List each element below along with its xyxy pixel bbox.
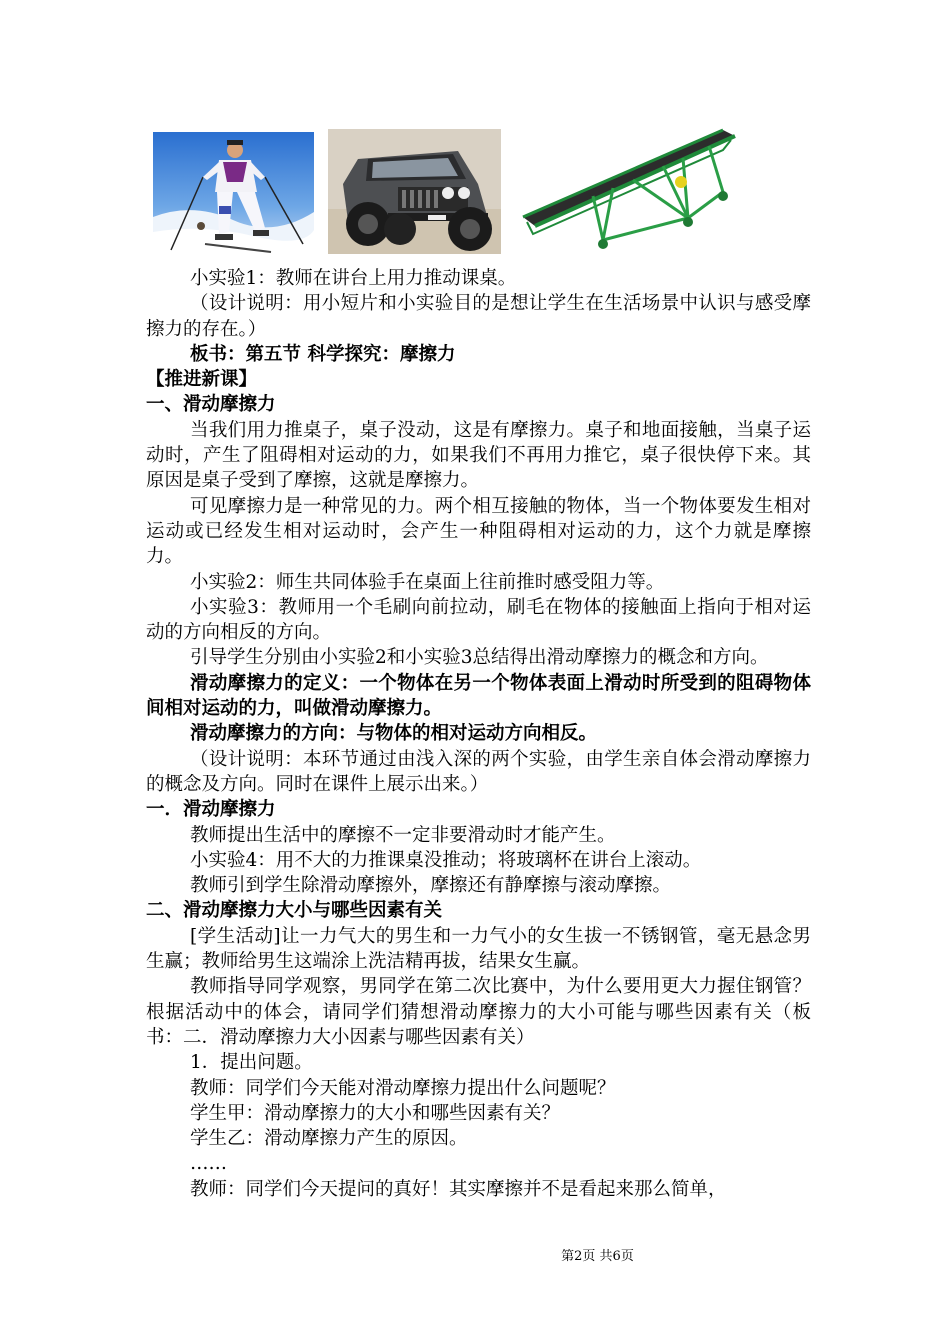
document-body [146,266,811,1202]
bold-paragraph: 滑动摩擦力的定义：一个物体在另一个物体表面上滑动时所受到的阻碍物体间相对运动的力，叫做滑动摩擦力。 [146,672,811,720]
paragraph: 小实验3：教师用一个毛刷向前拉动，刷毛在物体的接触面上指向于相对运动的方向相反的方向。 [146,596,811,644]
bold-paragraph: 板书：第五节 科学探究：摩擦力 [190,343,456,365]
bold-paragraph: 二、滑动摩擦力大小与哪些因素有关 [146,900,443,922]
paragraph: …… [190,1153,227,1175]
conveyor-belt-image [513,122,753,257]
bold-paragraph: 一、滑动摩擦力 [146,394,276,416]
paragraph: 教师指导同学观察，男同学在第二次比赛中，为什么要用更大力握住钢管？根据活动中的体会，请同学们猜想滑动摩擦力的大小可能与哪些因素有关（板书：二．滑动摩擦力大小因素与哪些因素有关） [146,976,811,1048]
paragraph: 学生甲：滑动摩擦力的大小和哪些因素有关？ [190,1102,561,1124]
paragraph: 学生乙：滑动摩擦力产生的原因。 [190,1128,468,1150]
paragraph: 可见摩擦力是一种常见的力。两个相互接触的物体，当一个物体要发生相对运动或已经发生相对运动时，会产生一种阻碍相对运动的力，这个力就是摩擦力。 [146,495,811,568]
jeep-photo [328,129,501,254]
paragraph: [学生活动]让一力气大的男生和一力气小的女生拔一不锈钢管，毫无悬念男生赢；教师给男生这端涂上洗洁精再拔，结果女生赢。 [146,925,811,973]
bold-paragraph: 【推进新课】 [146,369,258,391]
paragraph: 教师提出生活中的摩擦不一定非要滑动时才能产生。 [190,824,616,846]
paragraph: 教师：同学们今天提问的真好！其实摩擦并不是看起来那么简单， [190,1178,727,1200]
page-footer: 第2页 共6页 [561,1249,634,1264]
paragraph: 教师：同学们今天能对滑动摩擦力提出什么问题呢？ [190,1077,616,1099]
paragraph: （设计说明：本环节通过由浅入深的两个实验，由学生亲自体会滑动摩擦力的概念及方向。同时在课件上展示出来。） [146,748,811,795]
illustration-row [153,122,753,257]
skier-photo [153,132,314,257]
paragraph: 1．提出问题。 [190,1052,313,1074]
paragraph: 教师引到学生除滑动摩擦外，摩擦还有静摩擦与滚动摩擦。 [190,875,672,897]
paragraph: 小实验2：师生共同体验手在桌面上往前推时感受阻力等。 [190,571,665,593]
bold-paragraph: 一．滑动摩擦力 [146,799,276,821]
paragraph: 当我们用力推桌子，桌子没动，这是有摩擦力。桌子和地面接触，当桌子运动时，产生了阻碍相对运动的力，如果我们不再用力推它，桌子很快停下来。其原因是桌子受到了摩擦，这就是摩擦力。 [146,419,811,492]
paragraph: 小实验4：用不大的力推课桌没推动；将玻璃杯在讲台上滚动。 [190,849,702,871]
paragraph: （设计说明：用小短片和小实验目的是想让学生在生活场景中认识与感受摩擦力的存在。） [146,293,811,340]
paragraph: 引导学生分别由小实验2和小实验3总结得出滑动摩擦力的概念和方向。 [190,647,769,669]
bold-paragraph: 滑动摩擦力的方向：与物体的相对运动方向相反。 [190,723,598,745]
paragraph: 小实验1：教师在讲台上用力推动课桌。 [190,268,517,289]
